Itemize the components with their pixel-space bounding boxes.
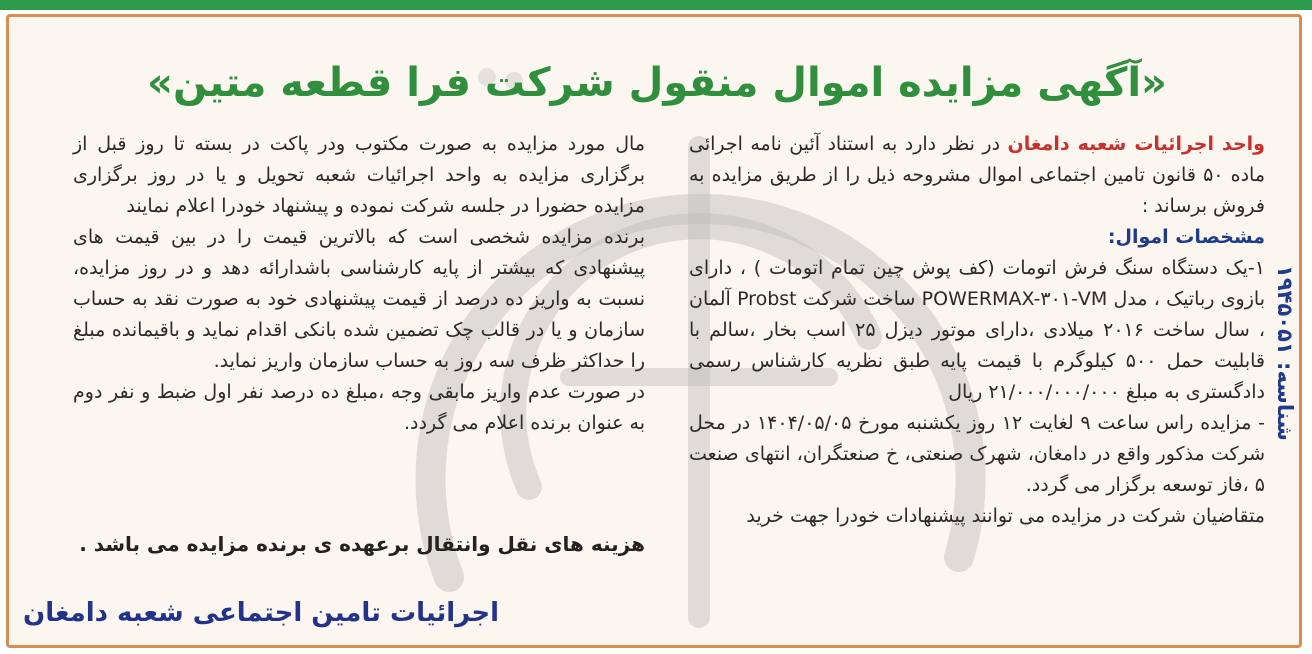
org-name: واحد اجرائیات شعبه دامغان [1007,133,1265,155]
left-column [73,129,645,439]
auction-time: - مزایده راس ساعت ۹ لغایت ۱۲ روز یکشنبه مورخ ۱۴۰۴/۰۵/۰۵ در محل شرکت مذکور واقع در دامغان، شهرک صنعتی، خ صنعتگران، انتهای صنعت ۵ ،فاز توسعه برگزار می گردد. [689,412,1265,496]
notice-title: «آگهی مزایده اموال منقول شرکت فرا قطعه متین» [147,60,1167,106]
signature: اجرائیات تامین اجتماعی شعبه دامغان [23,598,499,628]
winner-paragraph: برنده مزایده شخصی است که بالاترین قیمت را در بین قیمت های پیشنهادی که بیشتر از پایه کارشناسی باشدارائه دهد و در روز مزایده، نسبت به واریز ده درصد از قیمت پیشنهادی خود به صورت نقد به حساب سازمان و یا در قالب چک تضمین شده بانکی اقدام نماید و باقیمانده مبلغ را حداکثر ظرف سه روز به حساب سازمان واریز نماید. [73,226,645,372]
top-green-bar [0,0,1312,10]
forfeit-paragraph: در صورت عدم واریز مابقی وجه ،مبلغ ده درصد نفر اول ضبط و نفر دوم به عنوان برنده اعلام می گردد. [73,381,645,434]
specs-heading: مشخصات اموال: [1107,226,1265,248]
item-text-c: آلمان ، سال ساخت ۲۰۱۶ میلادی ،دارای موتور دیزل ۲۵ اسب بخار ،سالم با قابلیت حمل ۵۰۰ کیلوگرم با قیمت پایه طبق نظریه کارشناس رسمی دادگستری به مبلغ ۲۱/۰۰۰/۰۰۰/۰۰۰ ریال [689,288,1265,403]
applicants-text: متقاضیان شرکت در مزایده می توانند پیشنهادات خودرا جهت خرید [746,505,1265,527]
item-description [689,253,1265,408]
notice-frame [6,14,1302,648]
right-column [689,129,1265,532]
intro-paragraph [689,129,1265,222]
item-brand: Probst [737,288,797,310]
item-text-a: ۱-یک دستگاه سنگ فرش اتومات (کف پوش چین تمام اتومات ) ، دارای بازوی رباتیک ، مدل [689,257,1265,310]
submission-paragraph: مال مورد مزایده به صورت مکتوب ودر پاکت در بسته تا روز قبل از برگزاری مزایده به واحد اجرائیات شعبه تحویل و یا در روز برگزاری مزایده حضورا در جلسه شرکت نموده و پیشنهاد خودرا اعلام نمایند [73,133,645,217]
intro-text: در نظر دارد به استناد آئین نامه اجرائی ماده ۵۰ قانون تامین اجتماعی اموال مشروحه ذیل را از طریق مزایده به فروش برساند : [689,133,1266,217]
transport-cost-note: هزینه های نقل وانتقال برعهده ی برنده مزایده می باشد . [79,532,645,556]
notice-id: شناسه: ۱۹۴۵۰۵۱ [1273,265,1297,441]
item-model: POWERMAX-۳۰۱-VM [921,288,1108,310]
item-text-b: ساخت شرکت [796,288,922,310]
